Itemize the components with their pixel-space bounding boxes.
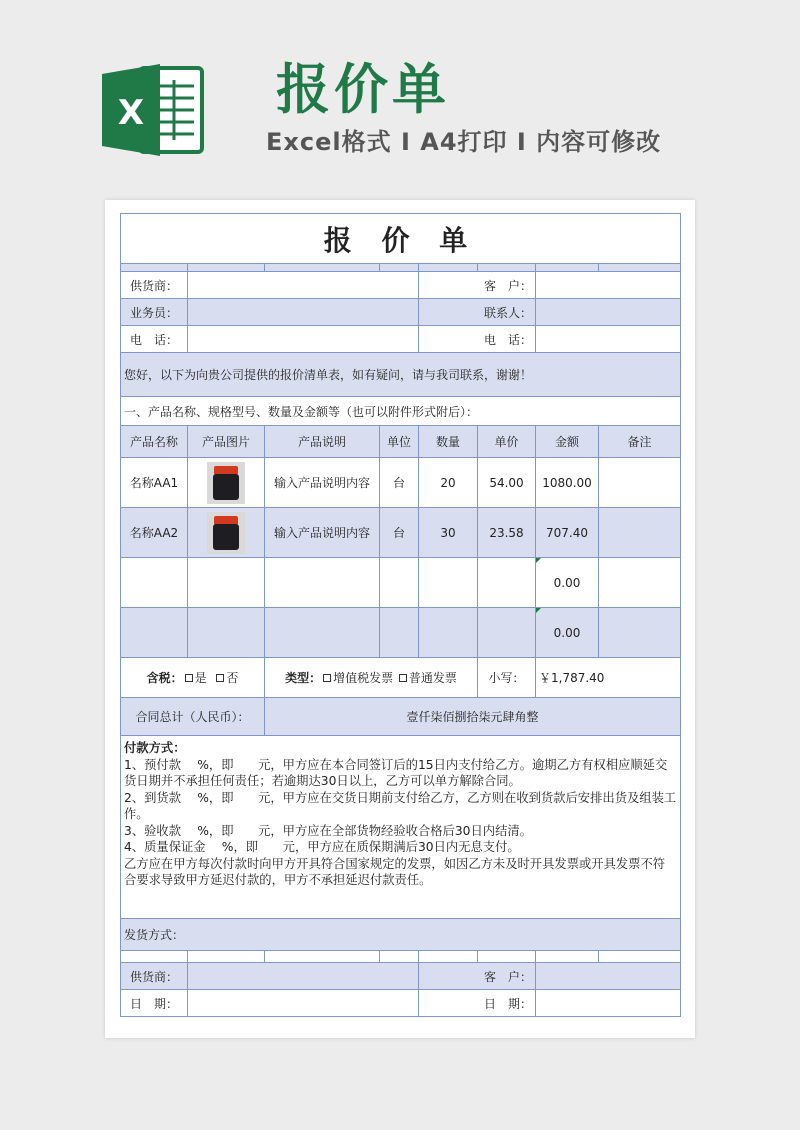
product-qty[interactable]: 20: [419, 458, 478, 508]
product-price[interactable]: 23.58: [478, 508, 536, 558]
payment-title: 付款方式：: [124, 741, 186, 755]
product-qty[interactable]: 30: [419, 508, 478, 558]
product-note[interactable]: [599, 458, 681, 508]
contract-total-label: 合同总计（人民币）：: [121, 698, 265, 736]
product-price[interactable]: 54.00: [478, 458, 536, 508]
delivery-method[interactable]: 发货方式：: [121, 919, 681, 951]
product-desc[interactable]: [265, 608, 380, 658]
footer-date-label: 日 期：: [121, 990, 188, 1017]
supplier-label: 供货商：: [121, 272, 188, 299]
checkbox-icon[interactable]: [185, 674, 193, 682]
customer-field[interactable]: [536, 272, 681, 299]
tax-yes-label: 是: [194, 671, 207, 685]
product-unit[interactable]: [380, 608, 419, 658]
checkbox-icon[interactable]: [323, 674, 331, 682]
excel-icon: [102, 62, 206, 158]
product-name[interactable]: [121, 608, 188, 658]
phone-label: 电 话：: [121, 326, 188, 353]
product-jar-image: [207, 512, 245, 554]
product-price[interactable]: [478, 608, 536, 658]
product-qty[interactable]: [419, 608, 478, 658]
product-note[interactable]: [599, 558, 681, 608]
product-amount: 0.00: [536, 608, 599, 658]
payment-line: 1、预付款 %，即 元，甲方应在本合同签订后的15日内支付给乙方。逾期乙方有权相应顺延交货日期并不承担任何责任；若逾期达30日以上，乙方可以单方解除合同。: [124, 757, 668, 788]
product-note[interactable]: [599, 608, 681, 658]
contact-field[interactable]: [536, 299, 681, 326]
customer-phone-field[interactable]: [536, 326, 681, 353]
tax-option[interactable]: [121, 658, 265, 698]
phone-field[interactable]: [188, 326, 419, 353]
product-desc[interactable]: 输入产品说明内容: [265, 458, 380, 508]
payment-line: 乙方应在甲方每次付款时向甲方开具符合国家规定的发票，如因乙方未及时开具发票或开具发票不符合要求导致甲方延迟付款的，甲方不承担延迟付款责任。: [124, 856, 666, 887]
footer-date-field[interactable]: [188, 990, 419, 1017]
banner-subtitle: Excel格式 I A4打印 I 内容可修改: [266, 128, 662, 156]
salesman-field[interactable]: [188, 299, 419, 326]
svg-text:X: X: [117, 93, 145, 133]
footer-customer-label: 客 户：: [419, 963, 536, 990]
footer-date-label-2: 日 期：: [419, 990, 536, 1017]
product-amount: 707.40: [536, 508, 599, 558]
product-image-cell[interactable]: [188, 558, 265, 608]
product-unit[interactable]: 台: [380, 458, 419, 508]
section-heading: 一、产品名称、规格型号、数量及金额等（也可以附件形式附后）：: [121, 397, 681, 426]
payment-line: 4、质量保证金 %，即 元，甲方应在质保期满后30日内无息支付。: [124, 840, 520, 854]
footer-date-field-2[interactable]: [536, 990, 681, 1017]
table-row: [121, 558, 681, 608]
footer-supplier-label: 供货商：: [121, 963, 188, 990]
contact-label: 联系人：: [419, 299, 536, 326]
product-desc[interactable]: [265, 558, 380, 608]
header-amount: 金额: [536, 426, 599, 458]
product-price[interactable]: [478, 558, 536, 608]
footer-supplier-field[interactable]: [188, 963, 419, 990]
invoice-type-label: 类型：: [285, 671, 322, 685]
product-image-cell: [188, 458, 265, 508]
header-qty: 数量: [419, 426, 478, 458]
header-name: 产品名称: [121, 426, 188, 458]
product-unit[interactable]: [380, 558, 419, 608]
invoice-vat-label: 增值税发票: [333, 671, 394, 685]
product-name[interactable]: 名称AA2: [121, 508, 188, 558]
supplier-field[interactable]: [188, 272, 419, 299]
customer-phone-label: 电 话：: [419, 326, 536, 353]
checkbox-icon[interactable]: [399, 674, 407, 682]
greeting-text: 您好，以下为向贵公司提供的报价清单表，如有疑问，请与我司联系，谢谢！: [121, 353, 681, 397]
product-jar-image: [207, 462, 245, 504]
table-row: [121, 608, 681, 658]
sheet-title: 报 价 单: [121, 214, 681, 264]
product-note[interactable]: [599, 508, 681, 558]
header-note: 备注: [599, 426, 681, 458]
tax-label: 含税：: [146, 671, 183, 685]
payment-line: 2、到货款 %，即 元，甲方应在交货日期前支付给乙方，乙方则在收到货款后安排出货及组装工作。: [124, 790, 677, 821]
payment-terms: [121, 736, 681, 919]
subtotal-value: ￥1,787.40: [536, 658, 681, 698]
subtotal-label: 小写：: [478, 658, 536, 698]
product-amount: 0.00: [536, 558, 599, 608]
quotation-sheet: [120, 213, 681, 1017]
table-row: [121, 508, 681, 558]
product-desc[interactable]: 输入产品说明内容: [265, 508, 380, 558]
banner-title: 报价单: [276, 58, 450, 121]
salesman-label: 业务员：: [121, 299, 188, 326]
table-row: [121, 458, 681, 508]
checkbox-icon[interactable]: [216, 674, 224, 682]
header-image: 产品图片: [188, 426, 265, 458]
product-image-cell: [188, 508, 265, 558]
document-page: [105, 200, 695, 1038]
contract-total-value: 壹仟柒佰捌拾柒元肆角整: [265, 698, 681, 736]
header-price: 单价: [478, 426, 536, 458]
product-amount: 1080.00: [536, 458, 599, 508]
product-unit[interactable]: 台: [380, 508, 419, 558]
tax-no-label: 否: [226, 671, 239, 685]
product-name[interactable]: [121, 558, 188, 608]
footer-customer-field[interactable]: [536, 963, 681, 990]
payment-line: 3、验收款 %，即 元，甲方应在全部货物经验收合格后30日内结清。: [124, 823, 532, 838]
product-image-cell[interactable]: [188, 608, 265, 658]
header-desc: 产品说明: [265, 426, 380, 458]
product-name[interactable]: 名称AA1: [121, 458, 188, 508]
invoice-normal-label: 普通发票: [408, 671, 457, 685]
product-qty[interactable]: [419, 558, 478, 608]
invoice-type-option[interactable]: [265, 658, 478, 698]
customer-label: 客 户：: [419, 272, 536, 299]
header-unit: 单位: [380, 426, 419, 458]
